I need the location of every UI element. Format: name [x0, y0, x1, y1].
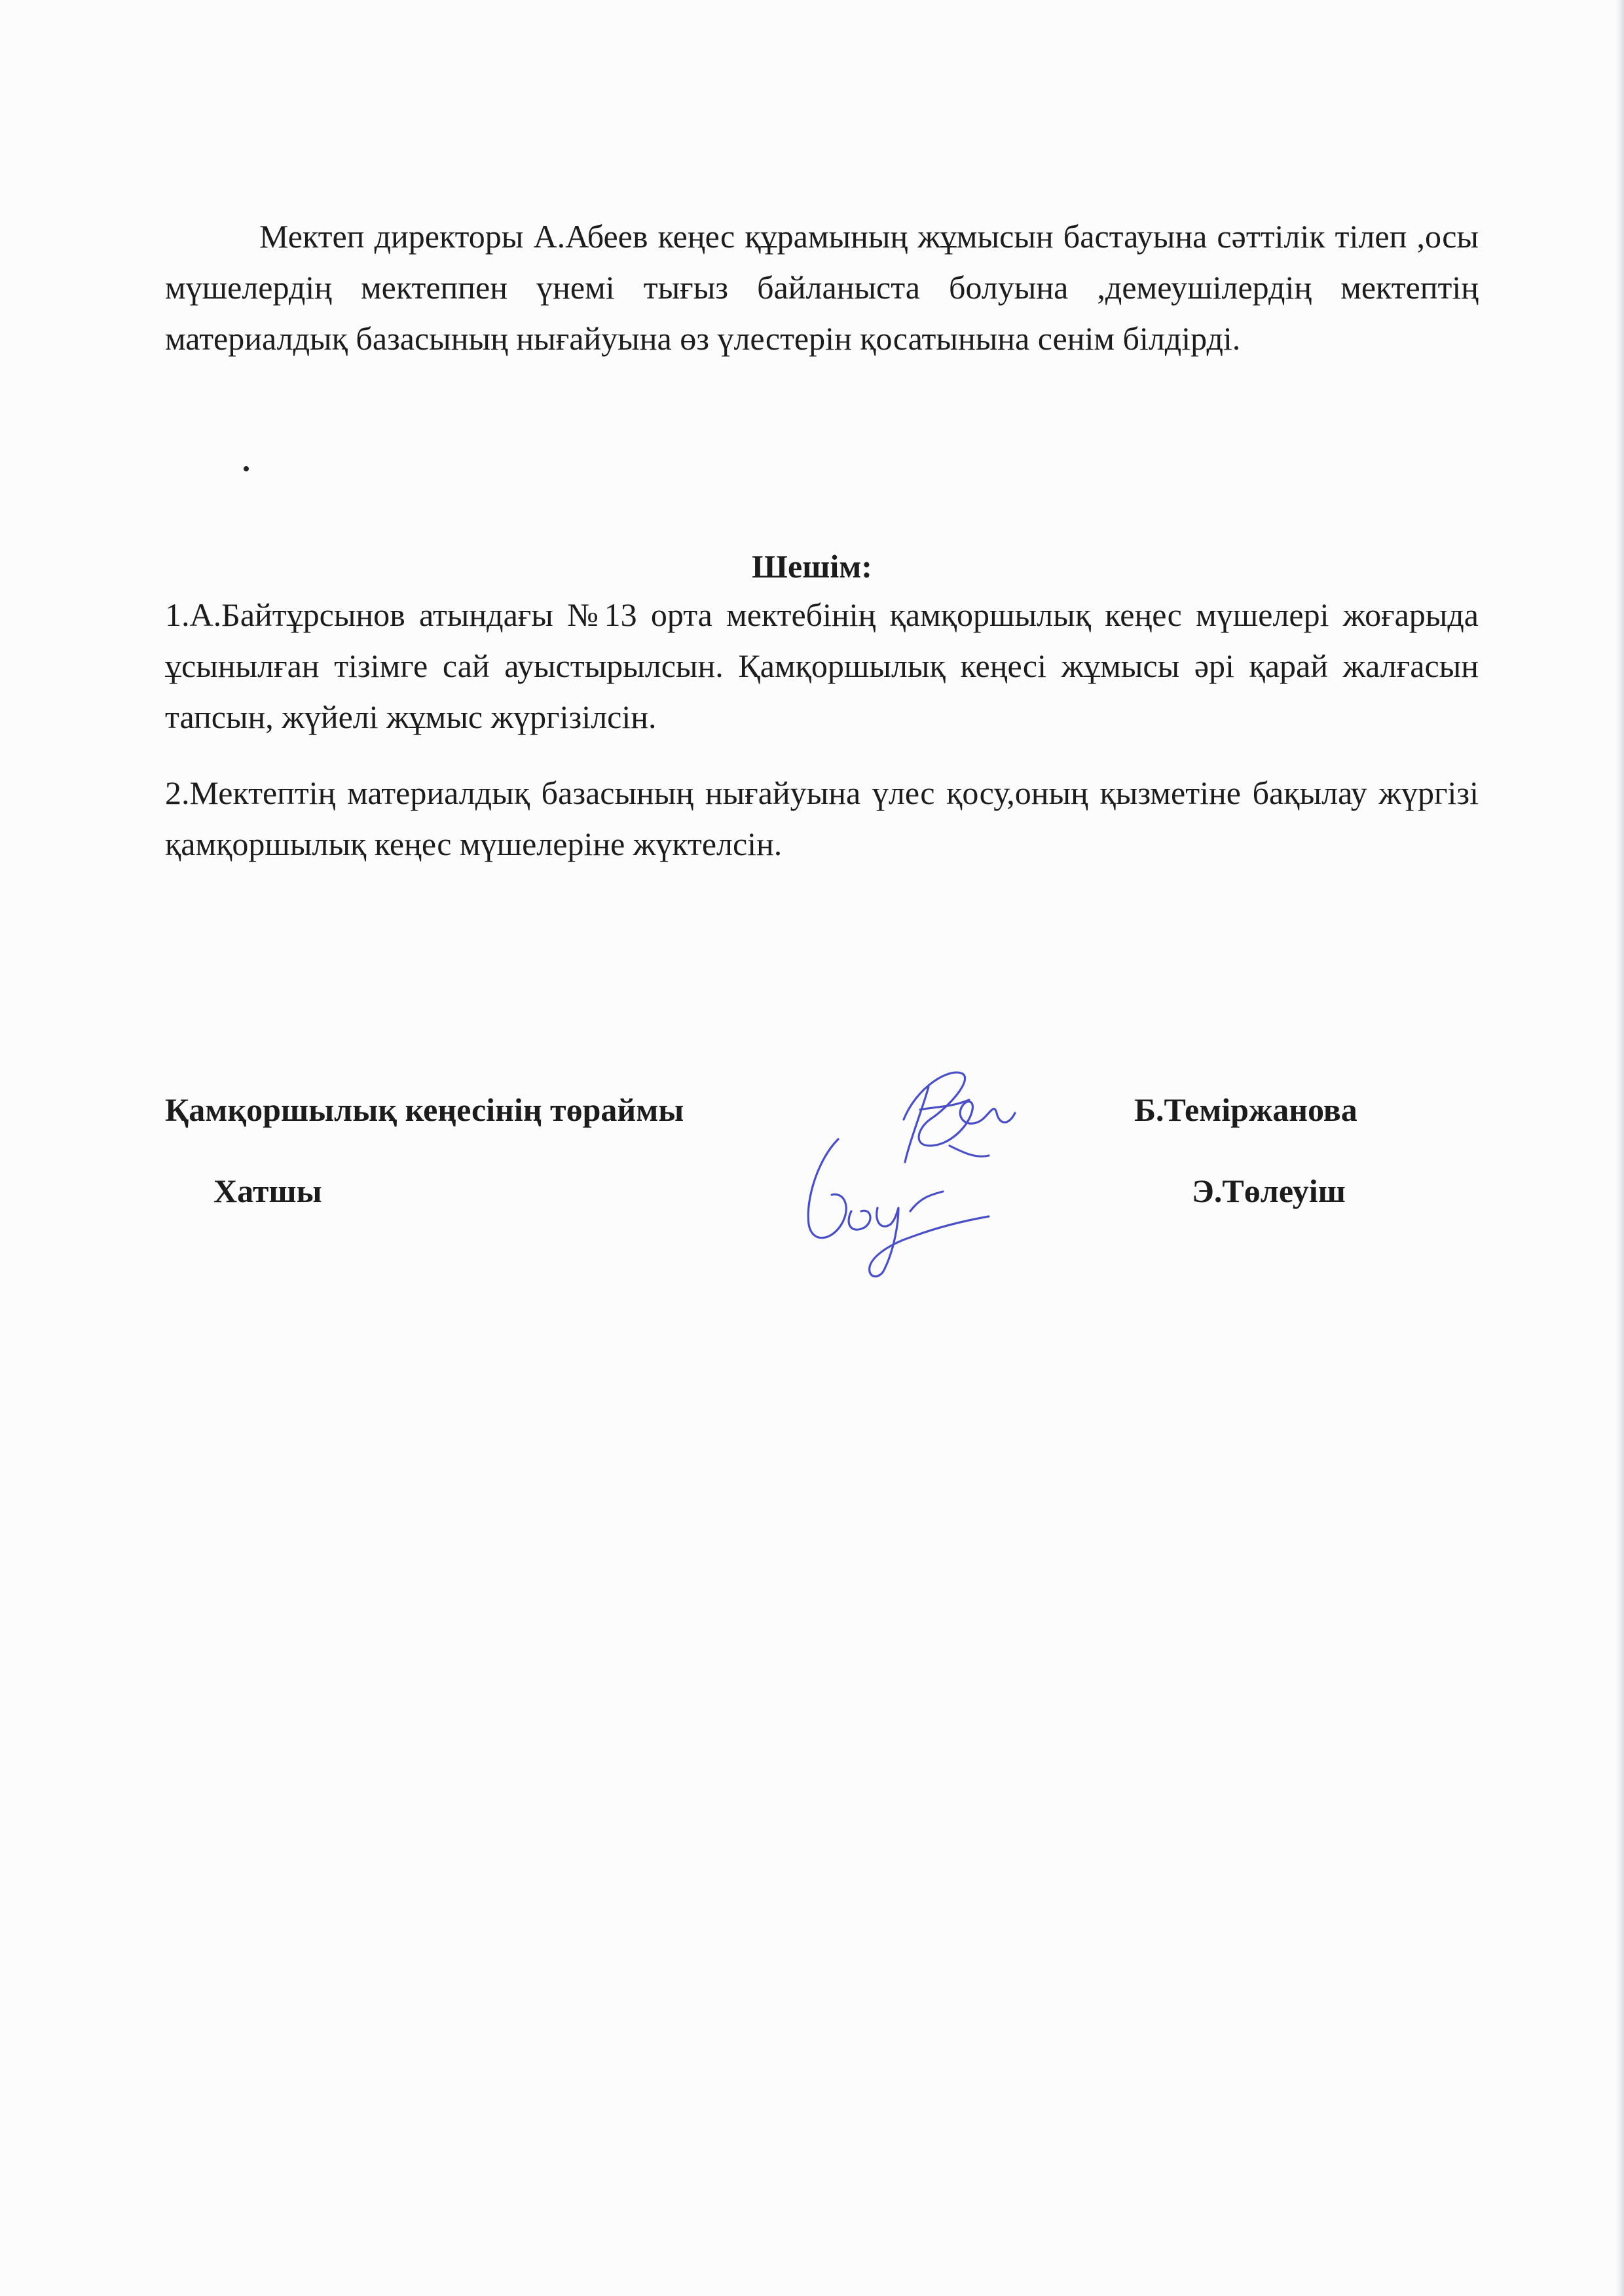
secretary-name: Э.Төлеуіш	[1192, 1173, 1346, 1209]
decision-heading: Шешім:	[752, 548, 872, 585]
handwritten-signature	[753, 1048, 1041, 1290]
chair-title: Қамқоршылық кеңесінің төраймы	[165, 1091, 684, 1128]
stray-mark	[244, 466, 249, 471]
chair-name: Б.Теміржанова	[1134, 1091, 1357, 1128]
scan-edge-shadow	[1615, 0, 1624, 2296]
decision-item-2: 2.Мектептің материалдық базасының нығайуына үлес қосу,оның қызметіне бақылау жүргізі қамқоршылық кеңес мүшелеріне жүктелсін.	[165, 774, 1479, 862]
secretary-title: Хатшы	[213, 1173, 322, 1209]
intro-paragraph: Мектеп директоры А.Абеев кеңес құрамының жұмысын бастауына сәттілік тілеп ,осы мүшелердің мектеппен үнемі тығыз байланыста болуына ,демеушілердің мектептің материалдық базасының нығайуына өз үлестерін қосатынына сенім білдірді.	[165, 218, 1479, 357]
decision-item-1: 1.А.Байтұрсынов атындағы №13 орта мектебінің қамқоршылық кеңес мүшелері жоғарыда ұсынылған тізімге сай ауыстырылсын. Қамқоршылық кеңесі жұмысы әрі қарай жалғасын тапсын, жүйелі жұмыс жүргізілсін.	[165, 596, 1479, 735]
